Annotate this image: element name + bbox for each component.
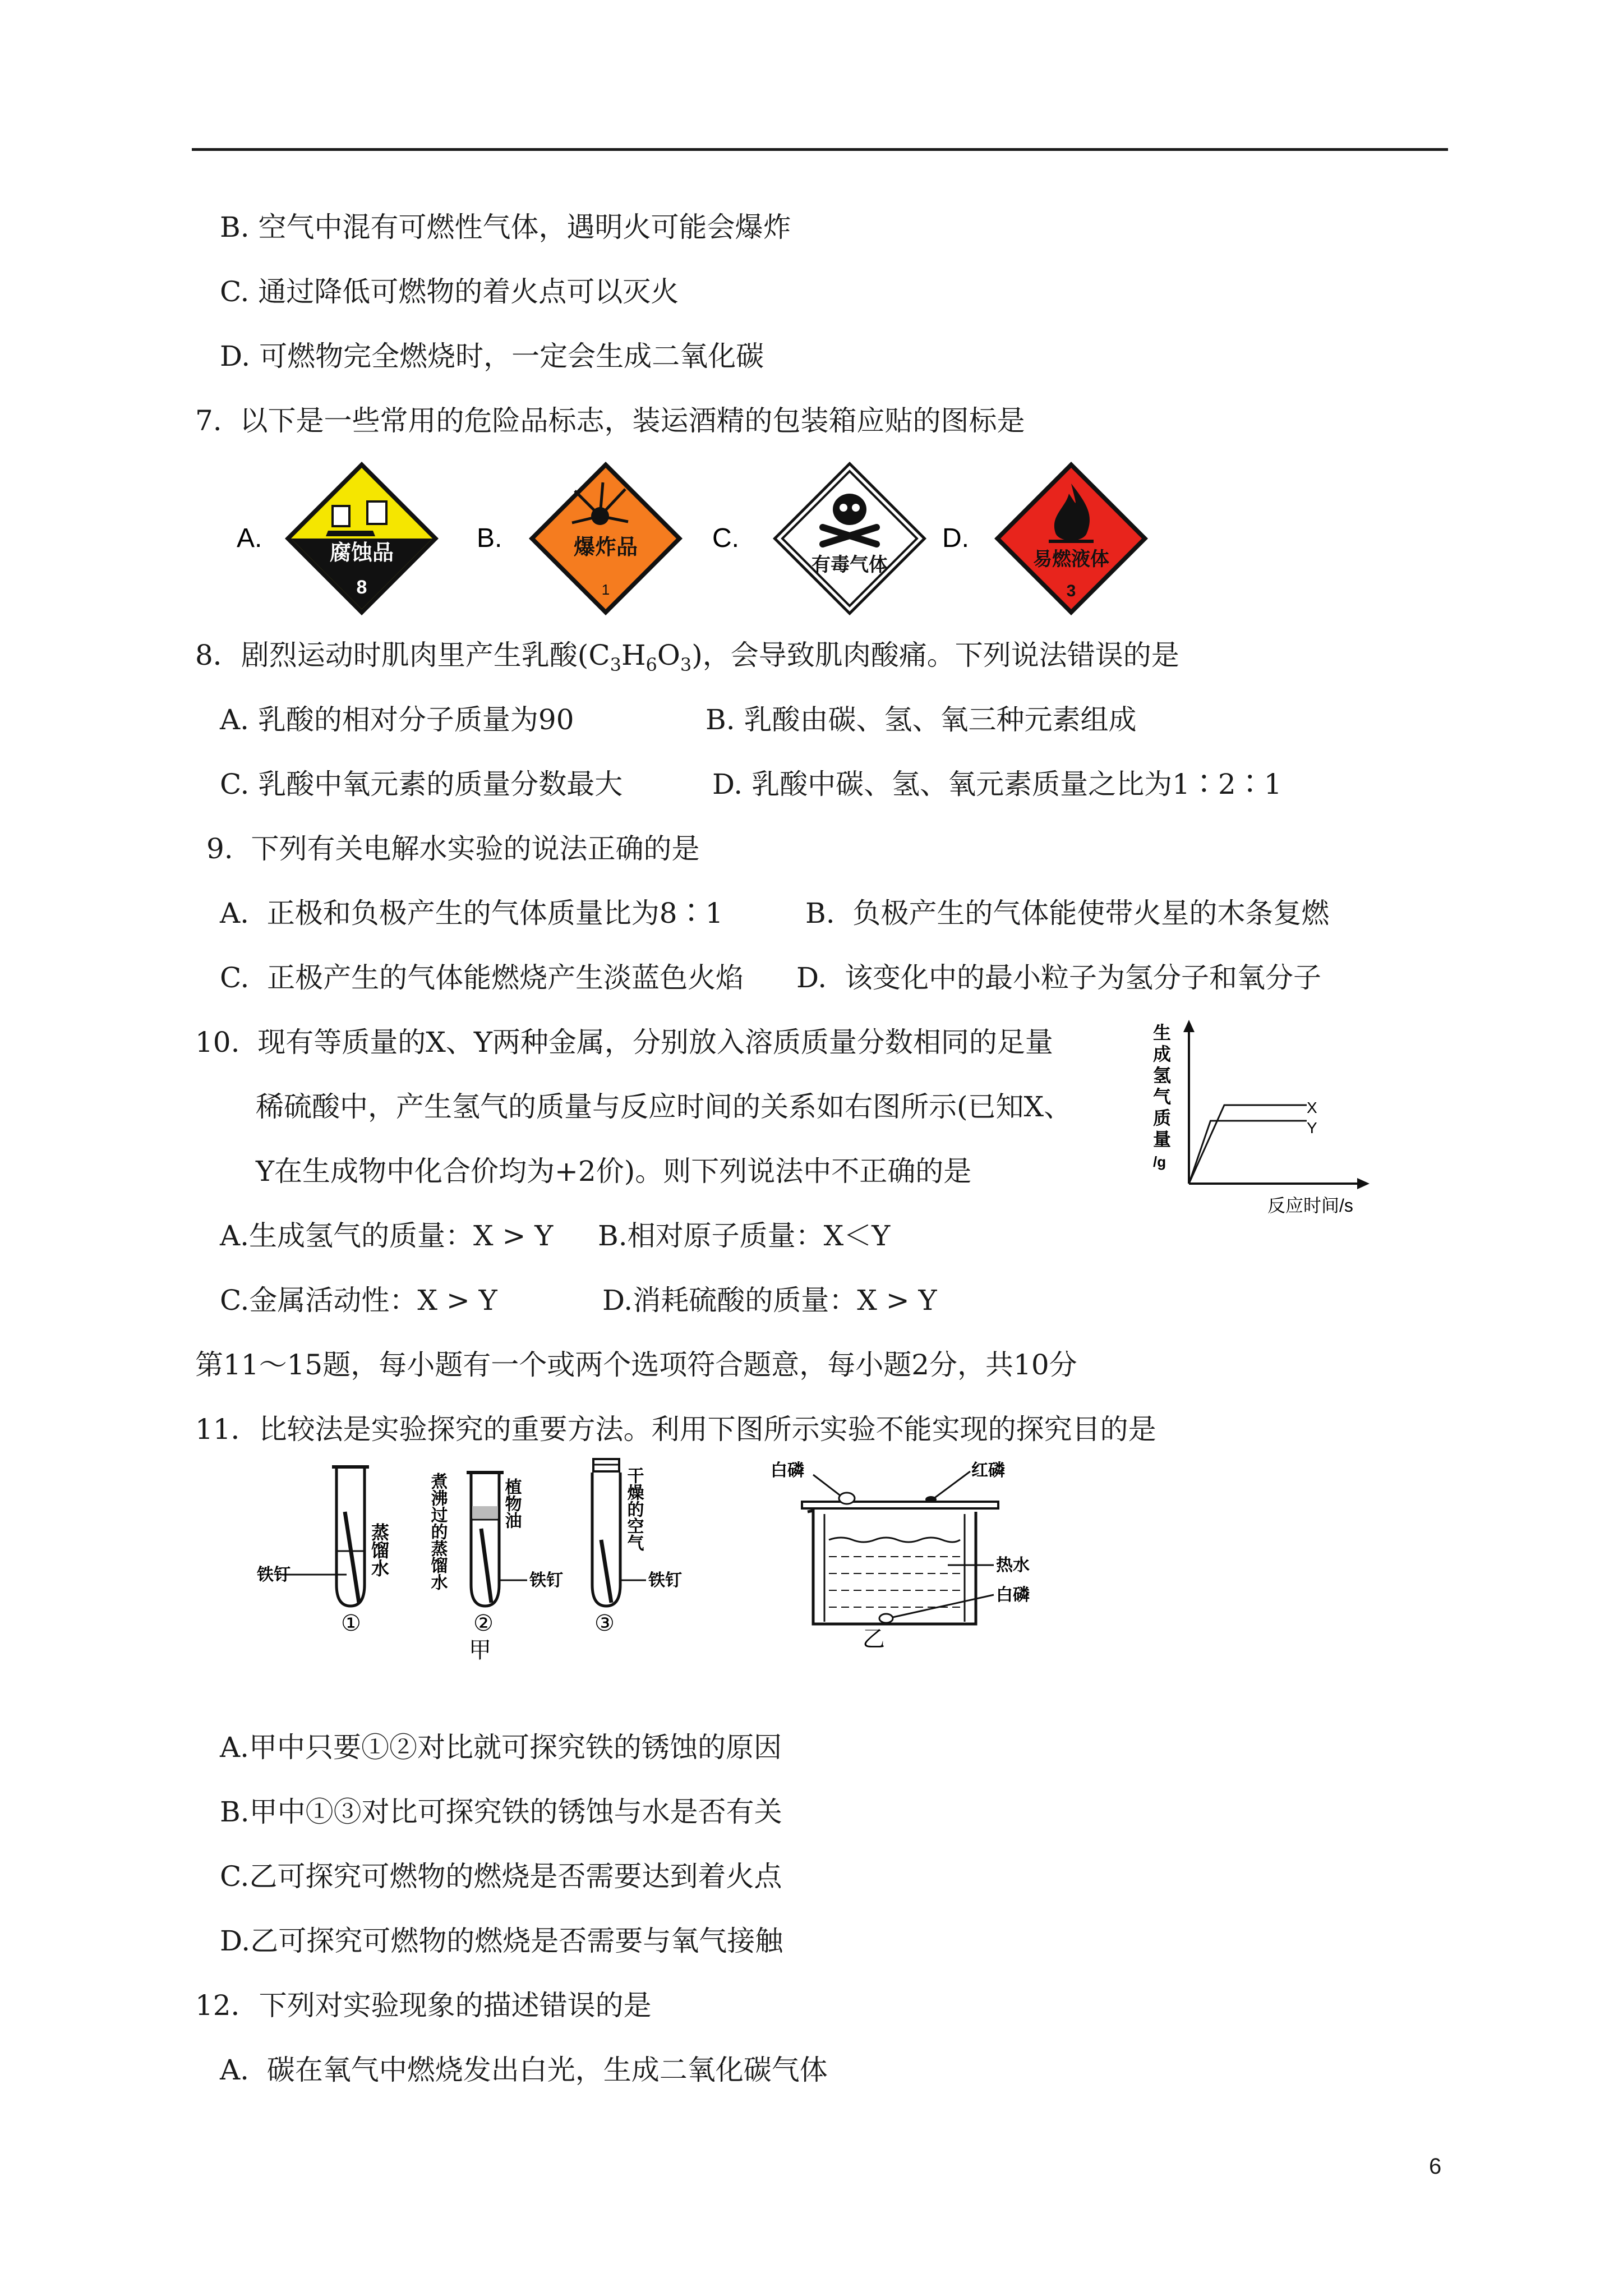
option-line: A. 正极和负极产生的气体质量比为8∶1 — [220, 897, 723, 930]
option-line: A.甲中只要①②对比就可探究铁的锈蚀的原因 — [220, 1731, 782, 1764]
white-phosphorus-top-label: 白磷 — [771, 1461, 804, 1480]
y-axis-arrow — [1183, 1020, 1195, 1032]
sign-d-label: 易燃液体 — [1033, 549, 1109, 570]
chart-ylabel — [1153, 1023, 1171, 1170]
tube2-label-left: 煮沸过的蒸馏水 — [428, 1473, 447, 1590]
option-line: A. 碳在氧气中燃烧发出白光，生成二氧化碳气体 — [220, 2054, 828, 2086]
explosive-sign-icon — [529, 462, 683, 615]
test-tube-3-icon — [592, 1459, 620, 1606]
header-rule — [192, 148, 1448, 151]
toxic-sign-icon — [773, 462, 926, 615]
option-line: B.甲中①③对比可探究铁的锈蚀与水是否有关 — [220, 1796, 782, 1828]
nail-label-3: 铁钉 — [648, 1571, 682, 1590]
figure-yi — [763, 1456, 1077, 1651]
option-line: B. 乳酸由碳、氢、氧三种元素组成 — [706, 703, 1137, 736]
sign-b-class: 1 — [601, 581, 610, 598]
sign-a-class: 8 — [356, 577, 367, 598]
page-number: 6 — [1429, 2154, 1442, 2179]
red-phosphorus-label: 红磷 — [971, 1461, 1005, 1480]
tube2-number: ② — [473, 1611, 494, 1636]
option-line: A. 乳酸的相对分子质量为90 — [220, 703, 574, 736]
sign-c-letter: C. — [712, 523, 739, 553]
question-10-cont: Y在生成物中化合价均为+2价)。则下列说法中不正确的是 — [256, 1155, 972, 1188]
tube1-number: ① — [341, 1611, 361, 1636]
ylabel-char: 量 — [1153, 1129, 1172, 1149]
option-line: B. 负极产生的气体能使带火星的木条复燃 — [805, 897, 1330, 930]
option-line: C.金属活动性：X > Y — [220, 1284, 497, 1317]
ylabel-char: 气 — [1153, 1087, 1172, 1107]
test-tube-2-icon — [467, 1473, 504, 1606]
figure-jia — [247, 1456, 718, 1663]
ylabel-char: 成 — [1153, 1044, 1172, 1064]
sign-c-label: 有毒气体 — [811, 554, 888, 576]
option-line: C. 乳酸中氧元素的质量分数最大 — [220, 768, 623, 800]
flammable-sign-icon — [994, 462, 1148, 615]
ylabel-char: 氢 — [1153, 1065, 1172, 1085]
series-line-x — [1189, 1105, 1307, 1184]
white-phosphorus-bottom-label: 白磷 — [996, 1586, 1030, 1604]
tube3-label: 干燥的空气 — [624, 1467, 643, 1551]
series-y-label: Y — [1307, 1119, 1317, 1137]
sign-b-letter: B. — [477, 523, 502, 553]
option-line: D.消耗硫酸的质量：X > Y — [602, 1284, 937, 1317]
question-8: 8．剧烈运动时肌肉里产生乳酸$(C_3H_6O_3)$，会导致肌肉酸痛。下列说法错误的是 — [195, 639, 1179, 675]
nail-label-1: 铁钉 — [257, 1566, 291, 1584]
sign-d-class: 3 — [1066, 582, 1076, 600]
beaker-icon — [802, 1493, 998, 1624]
hot-water-label: 热水 — [996, 1556, 1030, 1575]
corrosive-sign-icon — [285, 462, 439, 615]
option-line: B.相对原子质量：X＜Y — [598, 1220, 891, 1252]
section-heading: 第11～15题，每小题有一个或两个选项符合题意，每小题2分，共10分 — [195, 1349, 1077, 1381]
option-line: D. 可燃物完全燃烧时，一定会生成二氧化碳 — [220, 340, 764, 372]
tube1-label: 蒸馏水 — [369, 1523, 389, 1577]
question-11: 11．比较法是实验探究的重要方法。利用下图所示实验不能实现的探究目的是 — [195, 1413, 1156, 1446]
option-line: C. 通过降低可燃物的着火点可以灭火 — [220, 275, 679, 308]
question-10: 10. 现有等质量的X、Y两种金属，分别放入溶质质量分数相同的足量 — [195, 1026, 1053, 1059]
x-axis-arrow — [1357, 1178, 1370, 1189]
tube2-label-right: 植物油 — [502, 1478, 521, 1529]
option-line: D. 该变化中的最小粒子为氢分子和氧分子 — [796, 961, 1321, 994]
hydrogen-mass-chart — [1138, 1015, 1385, 1228]
chart-xlabel: 反应时间/s — [1267, 1195, 1353, 1216]
ylabel-char: 质 — [1153, 1108, 1172, 1128]
nail-label-2: 铁钉 — [529, 1571, 563, 1590]
option-line: B. 空气中混有可燃性气体，遇明火可能会爆炸 — [220, 211, 791, 243]
option-line: C. 正极产生的气体能燃烧产生淡蓝色火焰 — [220, 961, 744, 994]
figure-jia-caption: 甲 — [469, 1638, 491, 1663]
test-tube-1-icon — [332, 1467, 369, 1606]
option-line: A.生成氢气的质量：X > Y — [220, 1220, 554, 1252]
option-line: C.乙可探究可燃物的燃烧是否需要达到着火点 — [220, 1860, 782, 1893]
series-x-label: X — [1307, 1099, 1317, 1116]
sign-a-label: 腐蚀品 — [329, 541, 394, 565]
sign-d-letter: D. — [942, 523, 969, 553]
sign-a-letter: A. — [237, 523, 262, 553]
series-line-y — [1189, 1121, 1307, 1184]
question-7: 7. 以下是一些常用的危险品标志，装运酒精的包装箱应贴的图标是 — [195, 404, 1025, 437]
option-line: D. 乳酸中碳、氢、氧元素质量之比为1∶2∶1 — [712, 768, 1282, 800]
tube3-number: ③ — [594, 1611, 615, 1636]
hazard-signs — [224, 454, 1155, 623]
ylabel-char: /g — [1153, 1153, 1166, 1170]
question-12: 12．下列对实验现象的描述错误的是 — [195, 1989, 652, 2022]
figure-yi-caption: 乙 — [863, 1627, 885, 1651]
option-line: D.乙可探究可燃物的燃烧是否需要与氧气接触 — [220, 1925, 783, 1957]
sign-b-label: 爆炸品 — [573, 536, 638, 559]
ylabel-char: 生 — [1153, 1023, 1172, 1043]
question-10-cont: 稀硫酸中，产生氢气的质量与反应时间的关系如右图所示(已知X、 — [256, 1091, 1072, 1123]
question-9: 9. 下列有关电解水实验的说法正确的是 — [206, 832, 700, 865]
